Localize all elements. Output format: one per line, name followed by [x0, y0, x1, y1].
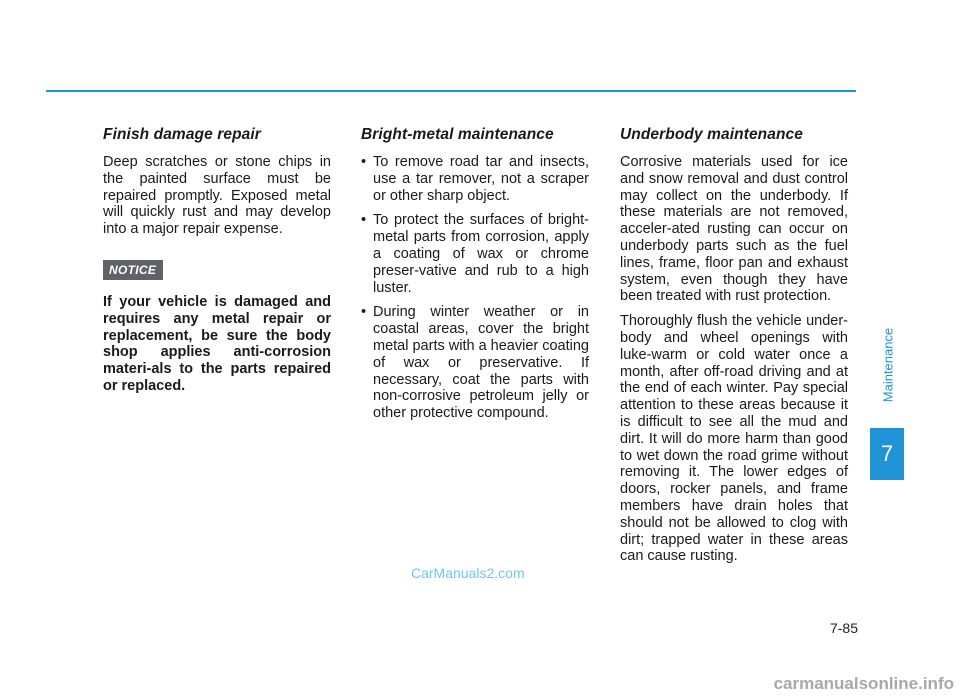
- bright-metal-list: [361, 154, 589, 422]
- list-item: [361, 154, 589, 204]
- column-bright-metal: [361, 126, 589, 430]
- watermark-bottom-right[interactable]: carmanualsonline.info: [773, 674, 954, 693]
- page-number: 7-85: [829, 620, 858, 636]
- section-side-label: Maintenance: [880, 327, 896, 403]
- notice-badge: NOTICE: [103, 260, 163, 280]
- chapter-tab: 7: [870, 428, 904, 480]
- column-finish-damage: [103, 126, 331, 403]
- bullet-icon: •: [361, 154, 367, 170]
- section-heading-bright-metal: Bright-metal maintenance: [361, 126, 554, 143]
- list-item: [361, 212, 589, 296]
- column-underbody: [620, 126, 848, 573]
- section-heading-underbody: Underbody maintenance: [620, 126, 803, 143]
- list-item-text: During winter weather or in coastal areas, cover the bright metal parts with a heavier coating of wax or preservative. If necessary, coat the parts with non-corrosive petroleum jelly or other protective compound.: [373, 304, 589, 422]
- list-item: [361, 304, 589, 422]
- section-heading-finish-damage: Finish damage repair: [103, 126, 261, 143]
- bullet-icon: •: [361, 212, 367, 229]
- header-divider: [46, 90, 856, 92]
- finish-damage-paragraph: Deep scratches or stone chips in the painted surface must be repaired promptly. Exposed metal will quickly rust and may develop into a major repair expense.: [103, 154, 331, 238]
- notice-text: If your vehicle is damaged and requires any metal repair or replacement, be sure the body shop applies anti-corrosion materi-als to the parts repaired or replaced.: [103, 293, 331, 394]
- list-item-text: To remove road tar and insects, use a tar remover, not a scraper or other sharp object.: [373, 154, 589, 204]
- underbody-paragraph-2: Thoroughly flush the vehicle under-body and wheel openings with luke-warm or cold water once a month, after off-road driving and at the end of each winter. Pay special attention to these areas because it is difficult to see all the mud and dirt. It will do more harm than good to wet down the road grime without removing it. The lower edges of doors, rocker panels, and frame members have drain holes that should not be allowed to clog with dirt; trapped water in these areas can cause rusting.: [620, 313, 848, 565]
- watermark-center[interactable]: CarManuals2.com: [411, 565, 525, 581]
- list-item-text: To protect the surfaces of bright-metal parts from corrosion, apply a coating of wax or chrome preser-vative and rub to a high luster.: [373, 212, 589, 296]
- underbody-paragraph-1: Corrosive materials used for ice and snow removal and dust control may collect on the underbody. If these materials are not removed, acceler-ated rusting can occur on underbody parts such as the fuel lines, frame, floor pan and exhaust system, even though they have been treated with rust protection.: [620, 154, 848, 305]
- bullet-icon: •: [361, 304, 367, 321]
